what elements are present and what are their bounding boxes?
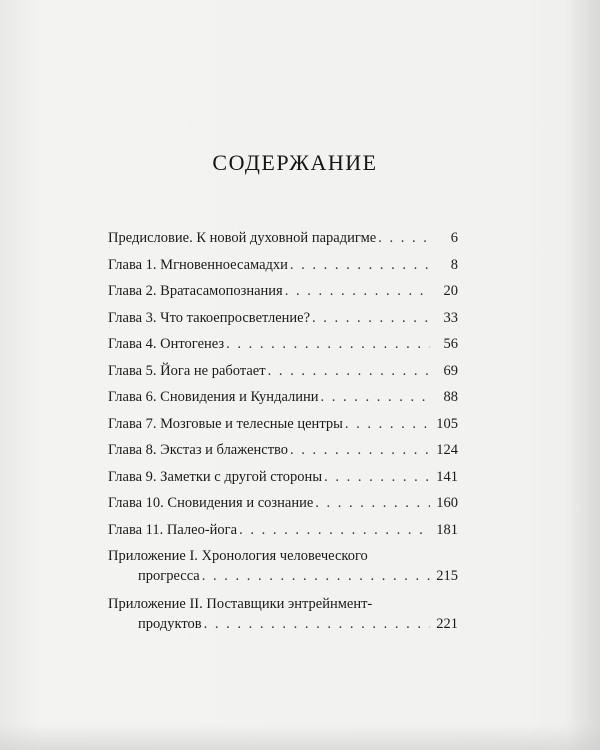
toc-entry-preface [108, 228, 458, 255]
toc-entry-appendix-1 [108, 546, 458, 594]
toc-entry-chapter-6 [108, 387, 458, 414]
toc-entry-chapter-1 [108, 255, 458, 282]
toc-dot-leader [268, 361, 430, 381]
toc-dot-leader [378, 228, 430, 248]
toc-page-number: 69 [443, 362, 458, 379]
toc-dot-leader [226, 334, 430, 354]
toc-entry-label: Приложение I. Хронология человеческого [108, 548, 368, 564]
toc-entry-label: Глава 7. Мозговые и телесные центры [108, 415, 343, 432]
toc-entry-chapter-4 [108, 334, 458, 361]
toc-entry-label: Глава 5. Йога не работает [108, 362, 266, 379]
contents-title: СОДЕРЖАНИЕ [212, 150, 378, 175]
toc-entry-chapter-9 [108, 467, 458, 494]
toc-page-number: 181 [436, 521, 458, 538]
toc-page-number: 33 [443, 309, 458, 326]
toc-page-number: 141 [436, 468, 458, 485]
toc-dot-leader [290, 255, 430, 275]
toc-entry-label: Глава 11. Палео-йога [108, 521, 238, 538]
toc-dot-leader [321, 387, 430, 407]
toc-dot-leader [290, 440, 430, 460]
page-edge-shadow [566, 0, 600, 750]
toc-page-number: 215 [436, 568, 458, 584]
toc-entry-appendix-2 [108, 594, 458, 642]
toc-page-number: 124 [436, 442, 458, 458]
toc-page-number: 105 [436, 415, 458, 432]
toc-entry-label-continued: продуктов [138, 616, 202, 632]
toc-entry-chapter-8 [108, 440, 458, 467]
toc-entry-label: Глава 9. Заметки с другой стороны [108, 468, 323, 485]
table-of-contents [108, 228, 458, 642]
toc-entry-chapter-2 [108, 281, 458, 308]
toc-entry-label-continued: прогресса [138, 568, 200, 584]
toc-entry-label: Глава 1. Мгновенноесамадхи [108, 256, 288, 273]
toc-page-number: 88 [443, 389, 458, 405]
page-bottom-shadow [0, 724, 600, 750]
toc-entry-label: Глава 6. Сновидения и Кундалини [108, 389, 319, 405]
toc-entry-label: Глава 3. Что такоепросветление? [108, 309, 311, 326]
toc-page-number: 20 [443, 283, 458, 299]
toc-page-number: 221 [436, 616, 458, 632]
toc-dot-leader [312, 308, 430, 328]
toc-entry-label: Глава 10. Сновидения и сознание [108, 495, 314, 511]
toc-dot-leader [324, 467, 430, 487]
toc-entry-label: Глава 8. Экстаз и блаженство [108, 442, 289, 458]
toc-entry-chapter-3 [108, 308, 458, 335]
toc-entry-label: Приложение II. Поставщики энтрейнмент- [108, 596, 373, 612]
toc-page-number: 56 [443, 336, 458, 352]
toc-page-number: 160 [436, 495, 458, 511]
toc-entry-chapter-5 [108, 361, 458, 388]
toc-dot-leader [345, 414, 430, 434]
toc-dot-leader [204, 614, 430, 634]
toc-dot-leader [202, 566, 430, 586]
toc-page-number: 8 [450, 256, 458, 273]
toc-page-number: 6 [450, 230, 458, 246]
toc-entry-label: Глава 2. Вратасамопознания [108, 283, 283, 299]
toc-entry-label: Предисловие. К новой духовной парадигме [108, 230, 377, 246]
toc-dot-leader [285, 281, 430, 301]
toc-entry-chapter-10 [108, 493, 458, 520]
toc-entry-chapter-7 [108, 414, 458, 441]
toc-dot-leader [239, 520, 430, 540]
toc-entry-label: Глава 4. Онтогенез [108, 336, 225, 352]
toc-entry-chapter-11 [108, 520, 458, 547]
toc-dot-leader [315, 493, 430, 513]
